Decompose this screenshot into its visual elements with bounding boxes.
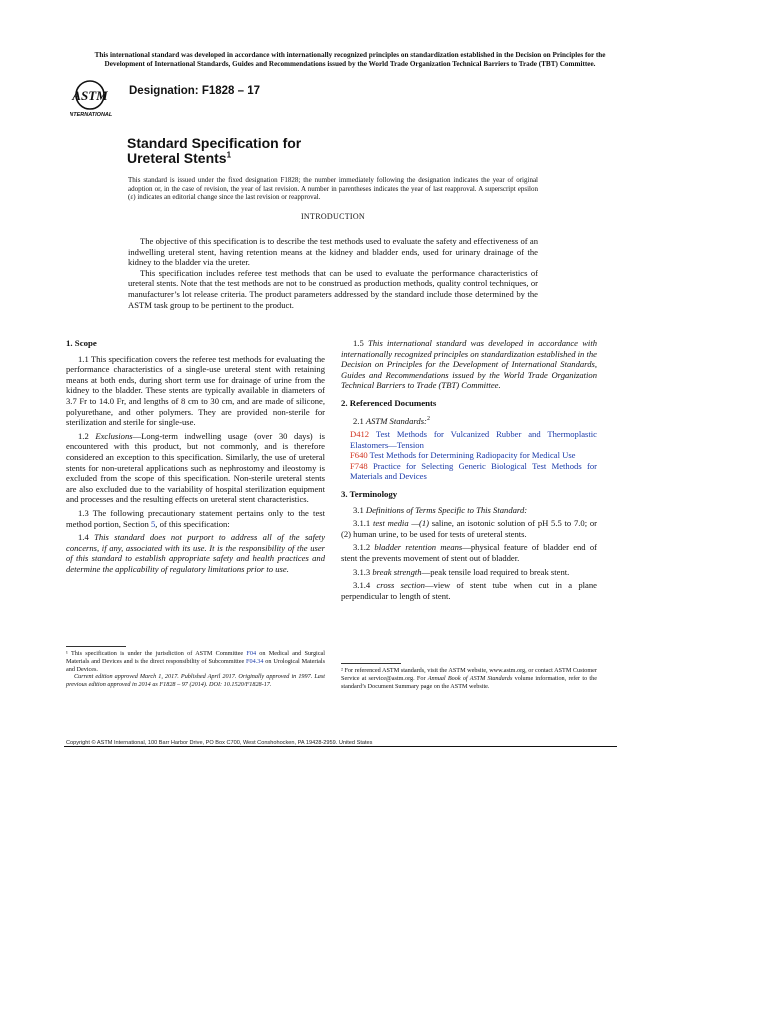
term-cross-section [341, 580, 597, 601]
reference-f640[interactable] [341, 450, 597, 461]
reference-title: Test Methods for Determining Radiopacity for Medical Use [367, 450, 576, 461]
fn-text: on Medical and Surgical Materials and Devices and is the direct responsibility of Subcommittee [66, 650, 325, 665]
copyright-rule [64, 746, 617, 747]
para-number: 3.1.4 [353, 580, 377, 591]
reference-title: Test Methods for Vulcanized Rubber and Thermoplastic Elastomers—Tension [350, 429, 597, 450]
para-number: 3.1 [353, 504, 366, 515]
term-name: test media —(1) [372, 518, 430, 529]
introduction-heading: INTRODUCTION [300, 212, 366, 221]
para-text: , of this specification: [155, 518, 230, 529]
scope-1-1: 1.1 This specification covers the referee test methods for evaluating the performance characteristics of a single-use ureteral stent with retaining means at both ends, during short term use for drainage of urine from the kidney to the bladder. These stents are typically available in diameters of 3.7 Fr to 14.0 Fr, and lengths of 8 cm to 30 cm, and are made of silicone, polyurethane, and other polymers. They are provided non-sterile for sterilization and sterile for single-use. [66, 353, 325, 428]
right-column [341, 338, 597, 604]
reference-d412[interactable] [341, 429, 597, 450]
fn-text: on Urological Materials and Devices. [66, 657, 325, 673]
term-definition: —view of stent tube when cut in a plane perpendicular to length of stent. [341, 580, 597, 601]
introduction-paragraph: The objective of this specification is to describe the test methods used to evaluate the safety and effectiveness of an indwelling ureteral stent, having retention means at the kidney and bladder ends, used for urinary drainage of the kidney to the bladder via the ureter. [128, 236, 538, 268]
para-number: 1.2 [78, 430, 96, 441]
term-name: cross section [376, 580, 425, 591]
footnote-divider-right [341, 663, 401, 664]
scope-1-4 [66, 532, 325, 574]
title-line-2 [127, 151, 301, 166]
title-footnote-marker: 1 [226, 150, 232, 160]
fn-text: volume information, refer to the standard’s Document Summary page on the ASTM website. [341, 674, 597, 690]
para-number: 1.5 [353, 338, 368, 348]
astm-logo [70, 78, 118, 118]
definitions-label: Definitions of Terms Specific to This Standard: [365, 504, 528, 515]
reference-title: Practice for Selecting Generic Biological Test Methods for Materials and Devices [350, 460, 597, 482]
designation [129, 85, 260, 97]
subcommittee-f04-34-link[interactable]: F04.34 [246, 657, 264, 665]
fn-text: ² For referenced ASTM standards, visit the ASTM website, www.astm.org, or contact ASTM Customer Service at service@astm.org. For [341, 667, 597, 682]
para-number: 3.1.3 [353, 566, 373, 577]
left-column [66, 338, 325, 577]
scope-heading: 1. Scope [66, 338, 97, 348]
para-number: 2.1 [353, 415, 366, 426]
term-test-media [341, 518, 597, 539]
term-name: bladder retention means [374, 542, 463, 553]
international-standard-notice: This international standard was developed in accordance with internationally recognized principles on standardization established in the Decision on Principles for the Development of International Standards, Guides and Recommendations issued by the World Trade Organization Technical Barriers to Trade (TBT) Committee. [94, 51, 606, 68]
svg-text:INTERNATIONAL: INTERNATIONAL [70, 112, 113, 118]
footnote-1-edition: Current edition approved March 1, 2017. Published April 2017. Originally approved in 1997. Last previous edition approved in 2014 as F1828 – 97 (2014). DOI: 10.1520/F1828-17. [66, 673, 325, 689]
para-number: 1.4 [78, 532, 95, 543]
term-break-strength [341, 567, 597, 578]
document-title [127, 136, 301, 166]
terminology-heading: 3. Terminology [341, 488, 398, 499]
term-name: break strength [372, 566, 422, 577]
introduction-paragraph: This specification includes referee test methods that can be used to evaluate the performance characteristics of ureteral stents. Note that the test methods are not to be construed as production methods, quality control techniques, or manufacturer’s lot release criteria. The product parameters addressed by the standard include those determined by the ASTM task group to be pertinent to the product. [128, 267, 538, 310]
scope-1-5 [341, 338, 597, 391]
scope-1-2 [66, 431, 325, 505]
fn-text: ¹ This specification is under the jurisdiction of ASTM Committee [66, 650, 247, 657]
astm-standards-label: ASTM Standards: [365, 415, 427, 426]
introduction [128, 236, 538, 310]
designation-label: Designation: F1828 [129, 85, 235, 97]
footnote-1 [66, 650, 325, 689]
wto-statement: This international standard was developed in accordance with internationally recognized principles on standardization established in the Decision on Principles for the Development of International Standards, Guides and Recommendations issued by the World Trade Organization Technical Barriers to Trade (TBT) Committee. [341, 338, 598, 391]
reference-code: D412 [350, 429, 370, 440]
term-definition: saline, an isotonic solution of pH 5.5 to 7.0; or (2) human urine, to be used for tests of ureteral stents. [341, 518, 597, 539]
exclusions-term: Exclusions [95, 430, 133, 441]
para-number: 3.1.2 [353, 542, 375, 553]
footnote-1-jurisdiction [66, 650, 325, 673]
footnote-2 [341, 667, 597, 690]
copyright-notice: Copyright © ASTM International, 100 Barr Harbor Drive, PO Box C700, West Conshohocken, PA 19428-2959. United States [66, 740, 373, 746]
annual-book-title: Annual Book of ASTM Standards [427, 674, 513, 682]
reference-f748[interactable] [341, 461, 597, 482]
terminology-3-1 [341, 505, 597, 516]
term-bladder-retention-means [341, 542, 597, 563]
para-text: —Long-term indwelling usage (over 30 days) is encountered with this product, but not commonly, and is therefore considered an exception to this specification. Similarly, the use of ureteral stents for non-ureteral applications such as nephrostomy and ileostomy is excluded from the scope of this specification. Non-sterile ureteral stents are also excluded due to the variability of hospital sterilization equipment and processes and the resulting effects on ureteral stent characteristics. [66, 430, 325, 505]
title-line-1: Standard Specification for [127, 135, 302, 151]
term-definition: —peak tensile load required to break stent. [421, 566, 570, 577]
section-5-link[interactable]: 5 [150, 518, 156, 529]
issuance-statement: This standard is issued under the fixed designation F1828; the number immediately following the designation indicates the year of original adoption or, in the case of revision, the year of last revision. A number in parentheses indicates the year of last reapproval. A superscript epsilon (ε) indicates an editorial change since the last revision or reapproval. [128, 176, 538, 201]
footnote-divider-left [66, 646, 126, 647]
designation-year: 17 [247, 85, 261, 97]
footnote-marker: 2 [426, 415, 430, 422]
svg-text:ASTM: ASTM [72, 88, 108, 103]
term-definition: —physical feature of bladder end of stent the prevents movement of stent out of bladder. [341, 542, 597, 563]
para-number: 3.1.1 [353, 518, 373, 529]
reference-code: F748 [350, 460, 368, 471]
designation-dash: – [234, 85, 248, 97]
referenced-2-1 [341, 414, 597, 426]
para-text: 1.3 The following precautionary statement pertains only to the test method portion, Section [66, 507, 325, 529]
referenced-documents-heading: 2. Referenced Documents [341, 397, 437, 408]
title-main: Ureteral Stents [127, 150, 227, 166]
scope-1-3 [66, 508, 325, 529]
reference-code: F640 [350, 450, 368, 461]
committee-f04-link[interactable]: F04 [246, 650, 257, 657]
safety-statement: This standard does not purport to address all of the safety concerns, if any, associated with its use. It is the responsibility of the user of this standard to establish appropriate safety and health practices and determine the applicability of regulatory limitations prior to use. [66, 532, 326, 574]
